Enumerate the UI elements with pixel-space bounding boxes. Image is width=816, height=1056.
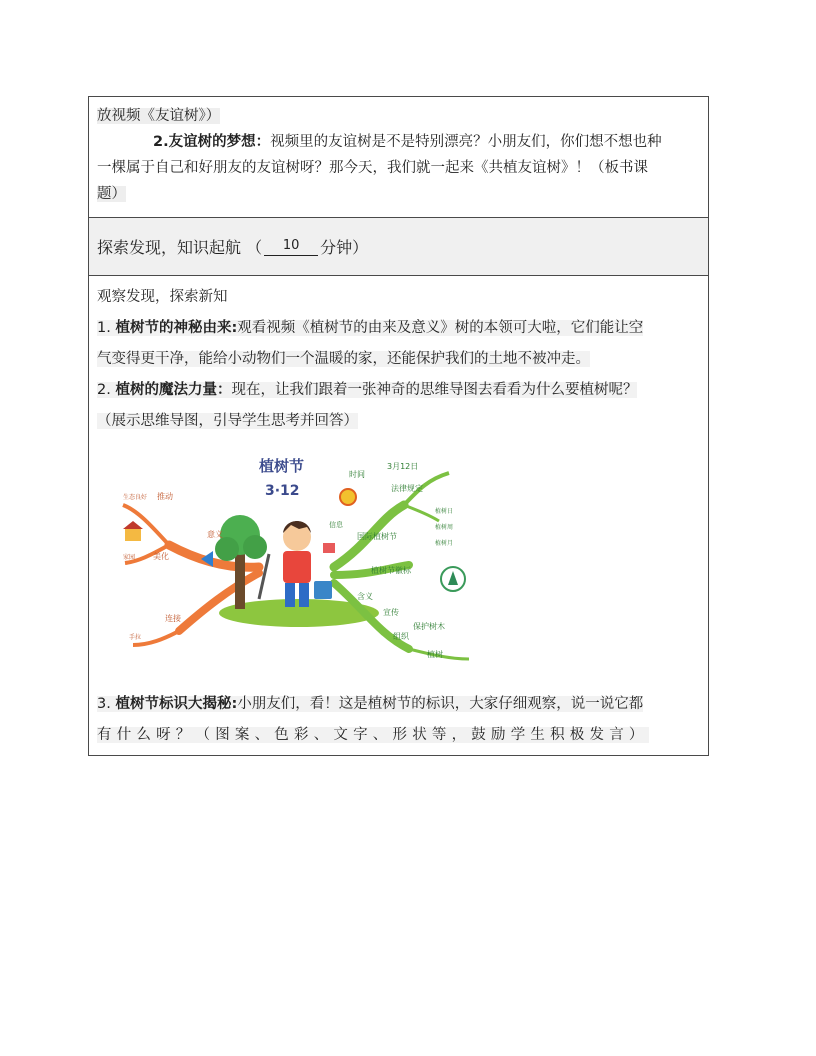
explore-row: 观察发现，探索新知 1. 植树节的神秘由来:观看视频《植树节的由来及意义》树的本领可大啦，它们能让空 气变得更干净，能给小动物们一个温暖的家，还能保护我们的土地不被冲走。 2. 植树的魔法力量：现在，让我们跟着一张神奇的思维导图去看看为什么要植树呢？ （展示思维导图，引导学生思考并回答） 植树节 3·12 时间 3月12日 法律规定 国际植树节 植树日 植树周 植树月 植树节徽标 意义 生态良好 推动 家园 美化 手拉 连接 含义 宣传 保护树木 组织 植树 信息 3. 植树节标识大揭秘:小朋友们，看！这是植树节的标识，大家仔细观察，说一说它都 有什么呀？（图案、色彩、文字、形状等，鼓励学生积极发言） bbox=[89, 276, 708, 755]
svg-text:组织: 组织 bbox=[393, 632, 409, 641]
svg-text:推动: 推动 bbox=[157, 492, 173, 501]
svg-text:信息: 信息 bbox=[329, 521, 343, 529]
section-title-suffix: 分钟） bbox=[320, 238, 369, 257]
svg-text:家园: 家园 bbox=[123, 554, 136, 561]
mindmap-illustration bbox=[109, 449, 489, 671]
item1-text-1: 观看视频《植树节的由来及意义》树的本领可大啦，它们能让空 bbox=[237, 320, 644, 336]
svg-text:宣传: 宣传 bbox=[383, 608, 399, 617]
section-minutes: 10 bbox=[264, 237, 318, 256]
svg-text:手拉: 手拉 bbox=[129, 634, 142, 641]
house-icon bbox=[125, 529, 141, 541]
explore-heading: 观察发现，探索新知 bbox=[97, 289, 228, 305]
dream-text-2: 一棵属于自己和好朋友的友谊树呀？那今天，我们就一起来《共植友谊树》！（板书课 bbox=[97, 160, 648, 176]
svg-text:植树日: 植树日 bbox=[435, 508, 454, 515]
dream-title: 2.友谊树的梦想 bbox=[153, 134, 256, 150]
envelope-icon bbox=[323, 543, 335, 553]
item2-text-1: 现在，让我们跟着一张神奇的思维导图去看看为什么要植树呢？ bbox=[231, 382, 638, 398]
item3-text-1: 小朋友们，看！这是植树节的标识，大家仔细观察，说一说它都 bbox=[237, 696, 644, 712]
section-title-prefix: 探索发现，知识起航 （ bbox=[97, 238, 263, 257]
svg-text:3月12日: 3月12日 bbox=[387, 462, 419, 471]
item3-text-2: 有什么呀？（图案、色彩、文字、形状等，鼓励学生积极发言） bbox=[97, 727, 649, 743]
svg-text:植树周: 植树周 bbox=[435, 524, 454, 531]
item2-title: 植树的魔法力量 bbox=[115, 382, 217, 398]
boy-shirt bbox=[283, 551, 311, 583]
branch-right-sub bbox=[404, 505, 439, 521]
svg-text:连接: 连接 bbox=[165, 614, 181, 623]
item1-title: 植树节的神秘由来 bbox=[115, 320, 232, 336]
water-bucket bbox=[314, 581, 332, 599]
dream-text-1: 视频里的友谊树是不是特别漂亮？小朋友们，你们想不想也种 bbox=[270, 134, 662, 150]
section-header bbox=[89, 218, 708, 276]
mindmap-title: 植树节 bbox=[259, 457, 305, 475]
intro-row: 放视频《友谊树》） 2.友谊树的梦想：视频里的友谊树是不是特别漂亮？小朋友们，你们想不想也种 一棵属于自己和好朋友的友谊树呀？那今天，我们就一起来《共植友谊树》！（板书课 题） bbox=[89, 97, 708, 218]
mindmap-date: 3·12 bbox=[265, 483, 300, 499]
svg-text:植树月: 植树月 bbox=[435, 540, 454, 547]
svg-text:生态良好: 生态良好 bbox=[123, 494, 148, 501]
dream-text-3: 题） bbox=[97, 186, 126, 202]
lesson-plan-table bbox=[88, 96, 709, 756]
svg-text:植树: 植树 bbox=[427, 650, 443, 659]
svg-text:国际植树节: 国际植树节 bbox=[357, 532, 397, 541]
svg-text:时间: 时间 bbox=[349, 470, 365, 479]
item3-title: 植树节标识大揭秘 bbox=[115, 696, 232, 712]
video-line: 放视频《友谊树》） bbox=[97, 108, 221, 124]
svg-text:意义: 意义 bbox=[207, 530, 223, 539]
item2-text-2: （展示思维导图，引导学生思考并回答） bbox=[97, 413, 358, 429]
item1-text-2: 气变得更干净，能给小动物们一个温暖的家，还能保护我们的土地不被冲走。 bbox=[97, 351, 590, 367]
svg-text:含义: 含义 bbox=[357, 592, 373, 601]
clock-icon bbox=[340, 489, 356, 505]
svg-text:保护树木: 保护树木 bbox=[413, 622, 445, 631]
svg-text:美化: 美化 bbox=[153, 552, 169, 561]
svg-text:法律规定: 法律规定 bbox=[391, 484, 423, 493]
svg-text:植树节徽标: 植树节徽标 bbox=[371, 566, 411, 575]
tree-trunk bbox=[235, 549, 245, 609]
